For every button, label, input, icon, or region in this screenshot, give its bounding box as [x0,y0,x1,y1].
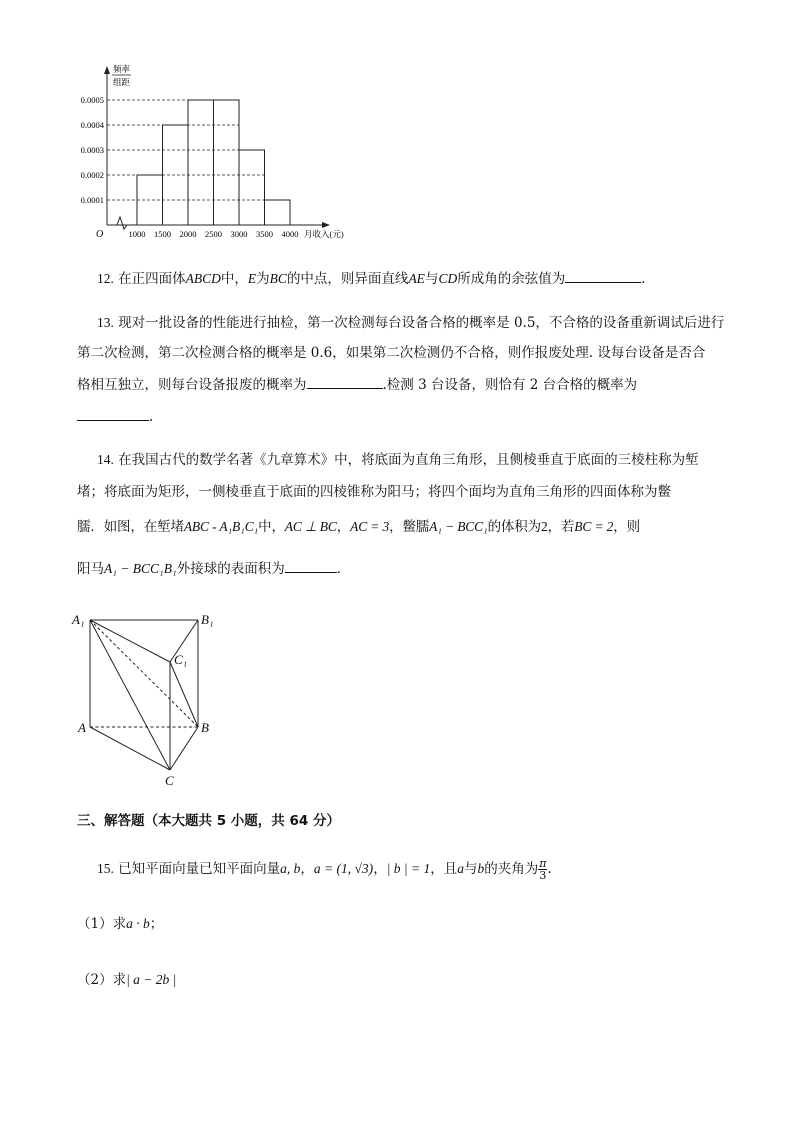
question-13-line-3 [77,374,637,395]
question-15-part-2 [77,970,176,990]
label-a1: A₁ [72,612,85,627]
q12-text-4: 的中点，则异面直线 [286,271,409,287]
edge-a1-c [90,620,170,770]
q12-var-e: E [247,271,257,286]
q12-text-5: 与 [424,271,439,287]
question-15-part-1 [77,914,163,934]
vectors-ab: a, b [280,861,301,876]
q14-text-3a: 臑．如图，在堑堵 [77,519,184,535]
pyramid-name: A₁ − BCC₁B₁ [104,561,177,576]
label-b: B [201,720,209,735]
edge-a1-c1 [90,620,170,662]
y-tick-label: 0.0001 [80,195,104,205]
tetrahedron-name: A₁ − BCC₁ [429,519,488,534]
origin-label: O [96,229,104,240]
question-14-line-3 [77,517,640,537]
question-12 [97,268,646,289]
x-tick-label: 3000 [230,229,248,239]
part-1-end: ； [149,916,164,932]
prism-name: ABC - A₁B₁C₁ [183,519,259,534]
x-tick-label: 2000 [179,229,197,239]
histogram-bar [214,100,240,225]
histogram-bar [239,150,265,225]
edge-c-b [170,727,198,770]
question-15 [97,858,552,881]
label-c: C [165,773,174,788]
histogram-bar [188,100,214,225]
perp-relation: AC ⊥ BC [284,519,337,534]
q14-text-3i: 的体积为 [487,519,541,535]
answer-blank [77,406,149,421]
frequency-histogram [60,60,360,250]
y-axis-label-bottom: 组距 [113,77,131,87]
q12-text-3: 为 [256,271,270,287]
answer-blank [307,374,383,389]
q14-text-4c: 外接球的表面积为 [176,561,285,577]
y-tick-label: 0.0003 [80,145,104,155]
q14-text-3c: 中， [258,519,285,535]
q15-text-3: 与 [463,861,478,877]
vector-b: b [477,861,485,876]
x-tick-label: 1000 [128,229,146,239]
question-14-line-1 [97,450,699,470]
edge-a1-b [90,620,198,727]
y-axis-label-top: 频率 [113,64,131,74]
y-axis-arrow [104,66,110,74]
label-a: A [78,720,86,735]
question-number: 15. [97,861,114,876]
y-tick-label: 0.0005 [80,95,104,105]
fraction-denominator: 3 [539,869,547,882]
q12-text-6: 所成角的余弦值为 [457,271,566,287]
question-14-line-4 [77,558,350,579]
y-tick-label: 0.0004 [80,120,104,130]
vector-a: a [457,861,464,876]
q13-text-line-3a: 格相互独立，则每台设备报废的概率为 [77,377,307,393]
question-13-line-2 [77,343,705,363]
question-14-line-2 [77,482,671,502]
fraction-numerator: π [539,857,547,870]
prism-figure [70,605,230,790]
q13-text-line-3b: .检测 3 台设备，则恰有 2 台合格的概率为 [382,377,638,393]
question-13-line-1 [97,313,724,333]
q15-text-2: ，且 [430,861,458,877]
q12-text-2: 中， [220,271,248,287]
x-tick-label: 3500 [256,229,273,239]
q15-sep-1: ， [300,861,314,877]
label-c1: C₁ [174,652,188,667]
x-tick-label: 1500 [154,229,171,239]
edge-c1-b [170,662,198,727]
q12-text-1: 在正四面体 [118,271,186,287]
histogram-bar [265,200,291,225]
q14-end: ． [336,561,351,577]
vector-b-norm: | b | = 1 [386,861,431,876]
part-1-expression: a · b [126,916,150,931]
q12-end: . [641,271,646,287]
label-b1: B₁ [201,612,214,627]
q14-text-3k: ，若 [547,519,575,535]
bc-length: BC = 2 [574,519,614,534]
part-1-label: （1）求 [77,916,127,932]
y-tick-label: 0.0002 [80,170,104,180]
q12-var-abcd: ABCD [185,271,221,286]
q14-text-line-1: 在我国古代的数学名著《九章算术》中，将底面为直角三角形，且侧棱垂直于底面的三棱柱称为堑 [118,452,699,468]
volume-value: 2 [540,519,548,534]
question-number: 14. [97,452,114,467]
vector-a-coords: a = (1, √3) [313,861,374,876]
q13-end: . [149,409,154,425]
answer-blank [285,558,337,573]
q15-sep-2: ， [373,861,387,877]
q13-text-line-1: 现对一批设备的性能进行抽检，第一次检测每台设备合格的概率是 0.5，不合格的设备重新调试后进行 [118,315,725,331]
x-axis-arrow [322,222,330,228]
q14-text-3m: ，则 [613,519,640,535]
q14-text-4a: 阳马 [77,561,104,577]
q15-end: . [547,861,552,877]
q12-var-bc: BC [269,271,287,286]
question-number: 13. [97,315,114,330]
q13-text-line-2: 第二次检测，第二次检测合格的概率是 0.6，如果第二次检测仍不合格，则作报废处理. 设每台设备是否合 [77,345,706,361]
x-tick-label: 2500 [205,229,222,239]
ac-length: AC = 3 [350,519,390,534]
part-2-label: （2）求 [77,972,127,988]
section-title: 三、解答题（本大题共 5 小题，共 64 分） [77,813,340,829]
question-number: 12. [97,271,114,286]
part-2-expression: | a − 2b | [126,972,177,987]
q15-text-1: 已知平面向量已知平面向量 [118,861,281,877]
q14-text-line-2: 堵；将底面为矩形，一侧棱垂直于底面的四棱锥称为阳马；将四个面均为直角三角形的四面体称为鳖 [77,484,671,500]
q14-text-3e: ， [336,519,351,535]
question-13-line-4 [77,406,153,427]
q12-var-cd: CD [438,271,458,286]
answer-blank [565,268,641,283]
q15-text-4: 的夹角为 [484,861,539,877]
x-axis-label: 月收入(元) [304,229,344,239]
x-tick-label: 4000 [281,229,299,239]
axis-break-mark [117,217,127,229]
q12-var-ae: AE [408,271,425,286]
q14-text-3g: ，鳖臑 [389,519,430,535]
